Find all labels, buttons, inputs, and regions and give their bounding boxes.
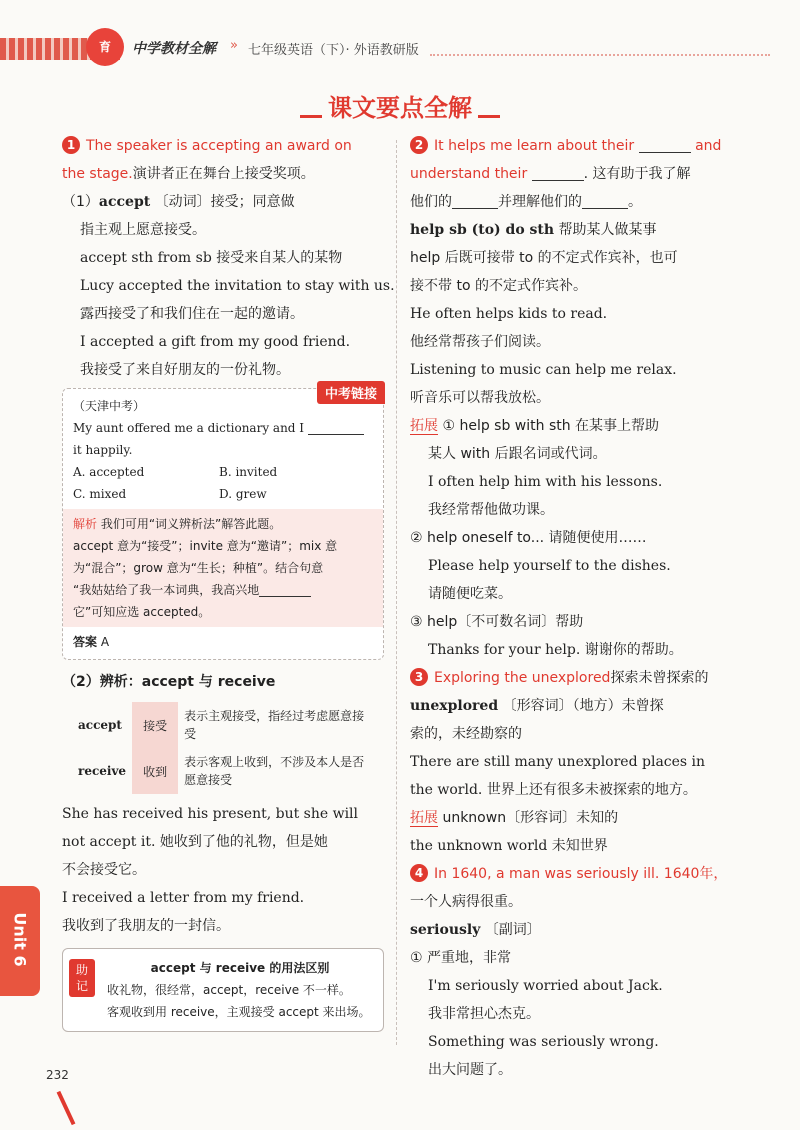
point-4-english: In 1640, a man was seriously ill. 1640年， <box>434 866 728 882</box>
point-4-line1 <box>410 860 735 888</box>
book-title: 中学教材全解 <box>132 41 216 57</box>
page-corner-mark <box>57 1091 76 1125</box>
example-translation: 请随便吃菜。 <box>428 586 512 602</box>
example-translation: 我经常帮他做功课。 <box>428 502 554 518</box>
explanation-line: 接不带 to 的不定式作宾补。 <box>410 278 587 294</box>
example-translation: 他经常帮孩子们阅读。 <box>410 334 550 350</box>
extension-line <box>410 412 735 440</box>
table-cell-word: receive <box>78 764 127 778</box>
analysis-text: 它”可知应选 accepted。 <box>73 605 211 619</box>
point-2-line1 <box>410 132 735 160</box>
analysis-text: “我姑姑给了我一本词典，我高兴地 <box>73 583 260 597</box>
unexplored-heading <box>410 692 735 720</box>
answer-options <box>73 461 373 505</box>
vocab-phrase: help sb (to) do sth <box>410 222 555 238</box>
point-1-line1 <box>62 132 384 160</box>
example-line: Please help yourself to the dishes. <box>428 558 671 574</box>
extension-text: ① help sb with sth 在某事上帮助 <box>442 418 660 434</box>
book-subtitle: 七年级英语（下）· 外语教研版 <box>248 43 419 58</box>
extension-text: ② help oneself to... 请随便使用…… <box>410 530 647 546</box>
left-column <box>62 132 395 1032</box>
table-cell-meaning: 收到 <box>132 748 178 794</box>
blank <box>639 138 691 153</box>
exam-question <box>73 417 373 439</box>
point-2-line3 <box>410 188 735 216</box>
part-of-speech: 〔形容词〕（地方）未曾探 <box>502 698 664 714</box>
point-1-english-cont: the stage. <box>62 166 133 182</box>
point-number: 3 <box>410 668 428 686</box>
example-translation: 听音乐可以帮我放松。 <box>410 390 550 406</box>
example-translation: 我非常担心杰克。 <box>428 1006 540 1022</box>
option-d: D. grew <box>219 487 267 501</box>
example-translation: 不会接受它。 <box>62 862 146 878</box>
extension-text: 某人 with 后跟名词或代词。 <box>428 446 607 462</box>
example-line: There are still many unexplored places in <box>410 754 706 770</box>
example-line: I accepted a gift from my good friend. <box>80 334 351 350</box>
point-number: 2 <box>410 136 428 154</box>
comparison-heading: （2）辨析：accept 与 receive <box>62 674 276 690</box>
example-line: Listening to music can help me relax. <box>410 362 677 378</box>
help-heading <box>410 216 735 244</box>
part-of-speech: 〔动词〕接受；同意做 <box>154 194 295 210</box>
point-4-chinese: 一个人病得很重。 <box>410 894 522 910</box>
point-2-chinese: 他们的 <box>410 194 452 210</box>
phrase-meaning: 帮助某人做某事 <box>558 222 657 238</box>
example-line: Thanks for your help. 谢谢你的帮助。 <box>428 642 683 658</box>
extension-text: unknown〔形容词〕未知的 <box>442 810 619 826</box>
extension-line <box>410 804 735 832</box>
table-cell-description: 表示主观接受，指经过考虑愿意接受 <box>184 709 365 741</box>
exam-link-box <box>62 388 384 660</box>
point-2-chinese: . 这有助于我了解 <box>583 166 691 182</box>
example-line: I'm seriously worried about Jack. <box>428 978 663 994</box>
answer-label: 答案 <box>73 635 98 649</box>
example-line: not accept it. 她收到了他的礼物，但是她 <box>62 834 328 850</box>
point-1-english: The speaker is accepting an award on <box>86 138 352 154</box>
point-2-english: It helps me learn about their <box>434 138 635 154</box>
option-a: A. accepted <box>73 465 145 479</box>
point-2-english: understand their <box>410 166 528 182</box>
exam-source: （天津中考） <box>73 399 146 413</box>
analysis-label: 解析 <box>73 517 98 531</box>
seriously-heading <box>410 916 735 944</box>
page-number: 232 <box>46 1068 69 1082</box>
point-number: 4 <box>410 864 428 882</box>
point-2-line2 <box>410 160 735 188</box>
example-line: I often help him with his lessons. <box>428 474 663 490</box>
column-divider <box>396 140 397 1045</box>
point-3-heading <box>410 664 735 692</box>
table-row <box>72 748 370 794</box>
part-of-speech: 〔副词〕 <box>484 922 541 938</box>
example-translation: 我接受了来自好朋友的一份礼物。 <box>80 362 290 378</box>
explanation-line: help 后既可接带 to 的不定式作宾补，也可 <box>410 250 678 266</box>
table-row <box>72 702 370 748</box>
accept-heading <box>62 188 384 216</box>
analysis-panel <box>63 509 383 627</box>
extension-text: ③ help〔不可数名词〕帮助 <box>410 614 584 630</box>
analysis-blank <box>259 582 311 597</box>
answer-line <box>73 631 373 653</box>
table-cell-meaning: 接受 <box>132 702 178 748</box>
example-translation: 出大问题了。 <box>428 1062 512 1078</box>
memory-aid-box <box>62 948 384 1032</box>
memory-aid-title: accept 与 receive 的用法区别 <box>150 961 330 975</box>
header-dotted-line <box>430 54 770 56</box>
example-line: I received a letter from my friend. <box>62 890 305 906</box>
blank <box>452 194 498 209</box>
point-1-chinese: 演讲者正在舞台上接受奖项。 <box>132 166 315 182</box>
blank <box>582 194 628 209</box>
example-line: Lucy accepted the invitation to stay with us. <box>80 278 395 294</box>
unit-tab <box>0 886 40 996</box>
question-text: My aunt offered me a dictionary and I <box>73 421 305 435</box>
exam-link-badge: 中考链接 <box>317 381 385 404</box>
example-line: He often helps kids to read. <box>410 306 608 322</box>
section-title-text: 课文要点全解 <box>328 94 472 122</box>
example-line: She has received his present, but she will <box>62 806 359 822</box>
answer-value: A <box>100 635 110 649</box>
question-text-cont: it happily. <box>73 443 133 457</box>
meaning-line: ① 严重地，非常 <box>410 950 512 966</box>
blank <box>532 166 584 181</box>
point-2-chinese: 。 <box>628 194 642 210</box>
extension-tag: 拓展 <box>410 810 438 826</box>
page-header <box>0 28 800 68</box>
point-3-english: Exploring the unexplored <box>434 670 611 686</box>
option-c: C. mixed <box>73 487 127 501</box>
option-b: B. invited <box>219 465 278 479</box>
answer-blank <box>308 420 364 435</box>
analysis-text: accept 意为“接受”；invite 意为“邀请”；mix 意 <box>73 539 338 553</box>
point-number: 1 <box>62 136 80 154</box>
definition: 指主观上愿意接受。 <box>80 222 206 238</box>
analysis-text: 为“混合”；grow 意为“生长；种植”。结合句意 <box>73 561 324 575</box>
memory-aid-line: 客观收到用 receive，主观接受 accept 来出场。 <box>107 1005 371 1019</box>
vocab-word: seriously <box>410 922 481 938</box>
memory-aid-badge: 助记 <box>69 959 95 997</box>
publisher-logo: 育 <box>86 28 124 66</box>
example-line: the world. 世界上还有很多未被探索的地方。 <box>410 782 697 798</box>
example-line: Something was seriously wrong. <box>428 1034 659 1050</box>
point-2-chinese: 并理解他们的 <box>498 194 582 210</box>
vocab-word: unexplored <box>410 698 499 714</box>
table-cell-word: accept <box>78 718 122 732</box>
table-cell-description: 表示客观上收到，不涉及本人是否愿意接受 <box>184 755 365 787</box>
section-title <box>0 88 800 123</box>
comparison-table <box>72 702 370 794</box>
example-translation: 我收到了我朋友的一封信。 <box>62 918 230 934</box>
unit-label: Unit 6 <box>10 912 30 967</box>
example-translation: 露西接受了和我们住在一起的邀请。 <box>80 306 304 322</box>
vocab-word: accept <box>98 194 151 210</box>
example-line: accept sth from sb 接受来自某人的某物 <box>80 250 343 266</box>
point-2-english: and <box>695 138 722 154</box>
definition: 索的，未经勘察的 <box>410 726 522 742</box>
extension-tag: 拓展 <box>410 418 438 434</box>
memory-aid-line: 收礼物，很经常，accept，receive 不一样。 <box>107 983 351 997</box>
right-column <box>410 132 735 1084</box>
point-1-line2 <box>62 160 384 188</box>
point-3-chinese: 探索未曾探索的 <box>610 670 709 686</box>
analysis-text: 我们可用“词义辨析法”解答此题。 <box>100 517 282 531</box>
chevron-right-icon: » <box>230 38 238 53</box>
example-line: the unknown world 未知世界 <box>410 838 608 854</box>
sub-number: （1） <box>62 194 99 210</box>
